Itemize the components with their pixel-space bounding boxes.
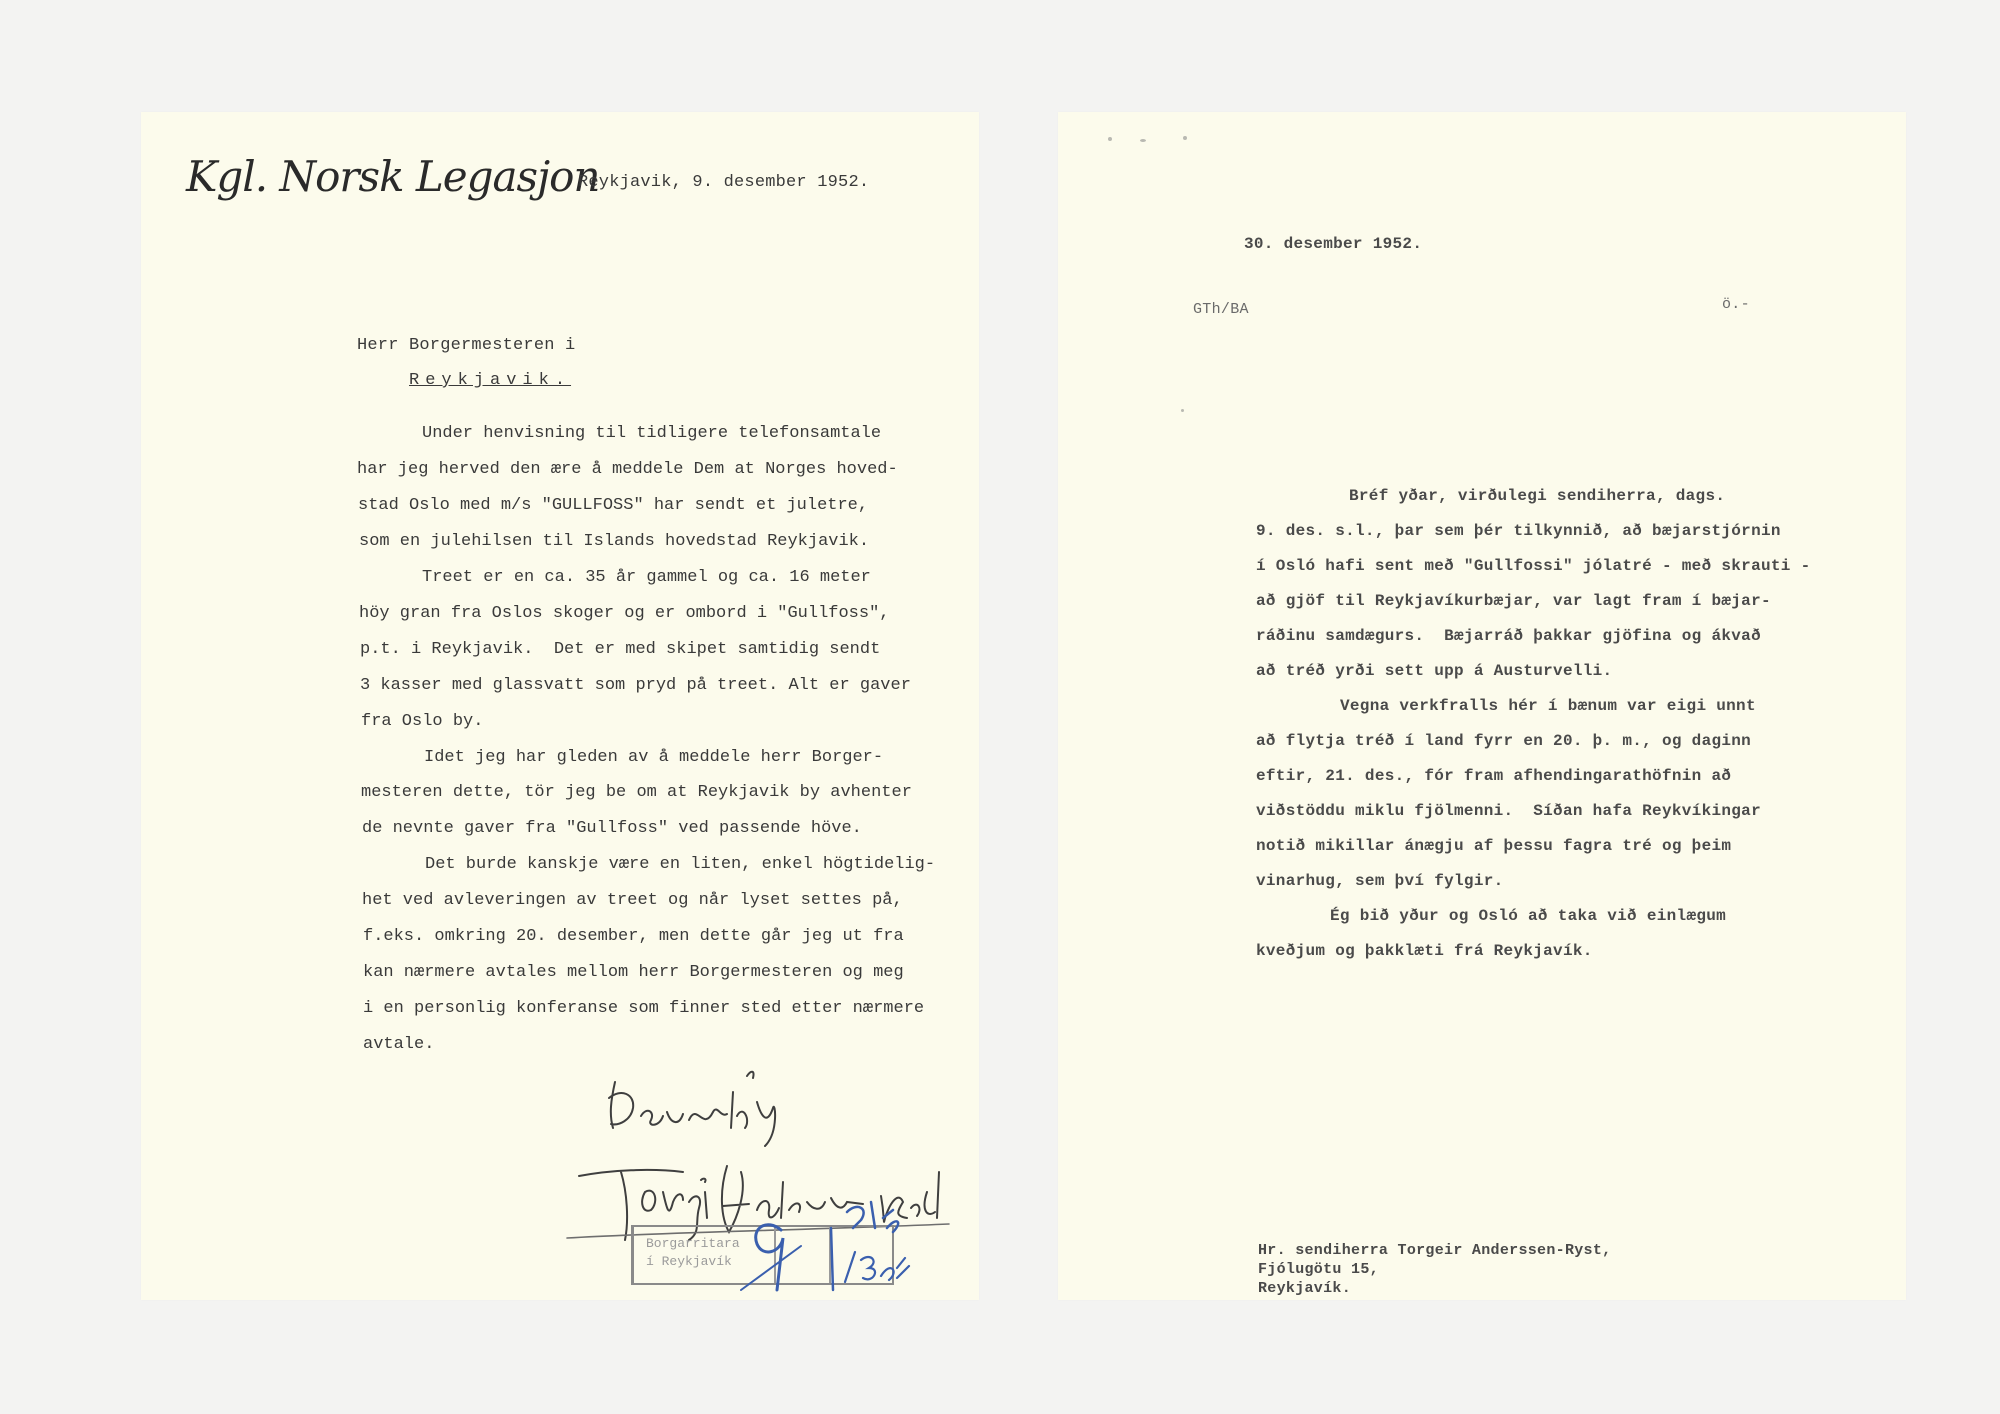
body-line: Det burde kanskje være en liten, enkel högtidelig-: [425, 855, 936, 874]
body-line: f.eks. omkring 20. desember, men dette går jeg ut fra: [363, 927, 904, 946]
body-line: Vegna verkfralls hér í bænum var eigi unnt: [1340, 697, 1756, 715]
body-line: stad Oslo med m/s "GULLFOSS" har sendt et juletre,: [358, 496, 869, 515]
body-line: mesteren dette, tör jeg be om at Reykjavik by avhenter: [361, 783, 912, 802]
stamp-line-1: Borgarritara: [646, 1236, 740, 1251]
body-line: het ved avleveringen av treet og når lyset settes på,: [362, 891, 903, 910]
body-line: p.t. i Reykjavik. Det er med skipet samtidig sendt: [360, 640, 881, 659]
body-line: Treet er en ca. 35 år gammel og ca. 16 meter: [422, 568, 871, 587]
body-line: að tréð yrði sett upp á Austurvelli.: [1256, 662, 1613, 680]
body-line: að gjöf til Reykjavíkurbæjar, var lagt fram í bæjar-: [1256, 592, 1771, 610]
body-line: vinarhug, sem því fylgir.: [1256, 872, 1504, 890]
recipient-line-2: Reykjavik.: [409, 371, 572, 390]
body-line: 9. des. s.l., þar sem þér tilkynnið, að bæjarstjórnin: [1256, 522, 1781, 540]
body-line: notið mikillar ánægju af þessu fagra tré og þeim: [1256, 837, 1732, 855]
body-line: avtale.: [363, 1035, 435, 1054]
smudge: [1181, 409, 1184, 412]
body-line: Under henvisning til tidligere telefonsamtale: [422, 424, 882, 443]
body-line: eftir, 21. des., fór fram afhendingarathöfnin að: [1256, 767, 1732, 785]
body-line: kan nærmere avtales mellom herr Borgermesteren og meg: [363, 963, 904, 982]
body-line: de nevnte gaver fra "Gullfoss" ved passende höve.: [362, 819, 862, 838]
address-line: Hr. sendiherra Torgeir Anderssen-Ryst,: [1258, 1242, 1612, 1259]
body-line: kveðjum og þakklæti frá Reykjavík.: [1256, 942, 1593, 960]
body-line: 3 kasser med glassvatt som pryd på treet. Alt er gaver: [360, 676, 911, 695]
body-line: Bréf yðar, virðulegi sendiherra, dags.: [1349, 487, 1726, 505]
reference-mark: ö.-: [1722, 296, 1750, 313]
body-line: höy gran fra Oslos skoger og er ombord i "Gullfoss",: [359, 604, 890, 623]
body-line: Idet jeg har gleden av å meddele herr Borger-: [424, 748, 884, 767]
body-line: fra Oslo by.: [361, 712, 484, 731]
reference-code: GTh/BA: [1193, 301, 1249, 318]
stamp-line-2: í Reykjavík: [646, 1254, 732, 1269]
letter-page-icelandic: [1058, 112, 1906, 1300]
body-line: i en personlig konferanse som finner sted etter nærmere: [363, 999, 925, 1018]
body-line: í Osló hafi sent með "Gullfossi" jólatré - með skrauti -: [1256, 557, 1811, 575]
body-line: har jeg herved den ære å meddele Dem at Norges hoved-: [357, 460, 898, 479]
letterhead: Kgl. Norsk Legasjon: [186, 152, 600, 201]
address-line: Fjólugötu 15,: [1258, 1261, 1379, 1278]
smudge: [1140, 139, 1146, 142]
body-line: að flytja tréð í land fyrr en 20. þ. m., og daginn: [1256, 732, 1752, 750]
stamp-handwritten-number: [721, 1172, 941, 1302]
body-line: Ég bið yður og Osló að taka við einlægum: [1330, 907, 1727, 925]
reply-date: 30. desember 1952.: [1244, 235, 1423, 253]
letter-page-norwegian: [141, 112, 979, 1300]
recipient-line-1: Herr Borgermesteren i: [357, 336, 576, 355]
body-line: ráðinu samdægurs. Bæjarráð þakkar gjöfina og ákvað: [1256, 627, 1761, 645]
smudge: [1108, 137, 1112, 141]
letter-place-date: Reykjavik, 9. desember 1952.: [578, 173, 870, 192]
address-line: Reykjavík.: [1258, 1280, 1352, 1297]
body-line: som en julehilsen til Islands hovedstad Reykjavik.: [359, 532, 870, 551]
smudge: [1183, 136, 1187, 140]
body-line: viðstöddu miklu fjölmenni. Síðan hafa Reykvíkingar: [1256, 802, 1761, 820]
